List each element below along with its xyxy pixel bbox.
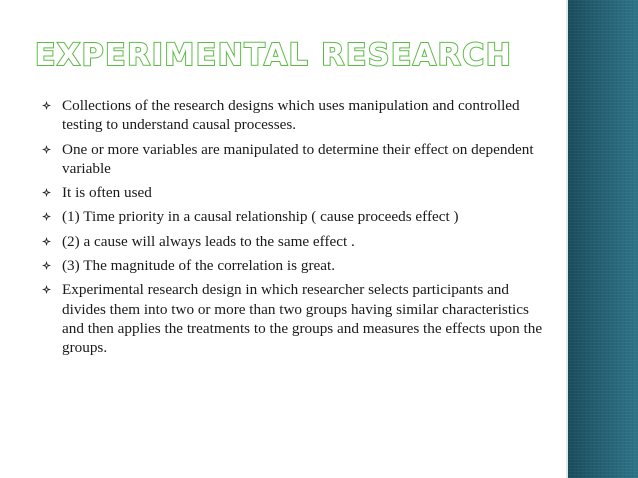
list-item [42,232,552,251]
four-point-star-icon [42,261,51,270]
list-item [42,96,552,135]
list-item [42,280,552,357]
list-item [42,183,552,202]
list-item [42,140,552,179]
bullet-text: (2) a cause will always leads to the same effect . [62,232,355,250]
four-point-star-icon [42,145,51,154]
bullet-text: (3) The magnitude of the correlation is great. [62,257,335,275]
decorative-sidebar [568,0,638,478]
bullet-text: One or more variables are manipulated to determine their effect on dependent variable [62,140,534,177]
four-point-star-icon [42,101,51,110]
list-item [42,207,552,226]
bullet-text: It is often used [62,184,152,202]
bullet-list [42,96,552,363]
bullet-text: Collections of the research designs which uses manipulation and controlled testing to understand causal processes. [62,97,520,134]
bullet-text: Experimental research design in which researcher selects participants and divides them into two or more than two groups having similar characteristics and then applies the treatments to the groups and measures the effects upon the groups. [62,281,543,357]
list-item [42,256,552,275]
four-point-star-icon [42,237,51,246]
bullet-text: (1) Time priority in a causal relationship ( cause proceeds effect ) [62,208,459,226]
four-point-star-icon [42,188,51,197]
four-point-star-icon [42,285,51,294]
four-point-star-icon [42,212,51,221]
slide-title: EXPERIMENTAL RESEARCH [35,38,513,73]
